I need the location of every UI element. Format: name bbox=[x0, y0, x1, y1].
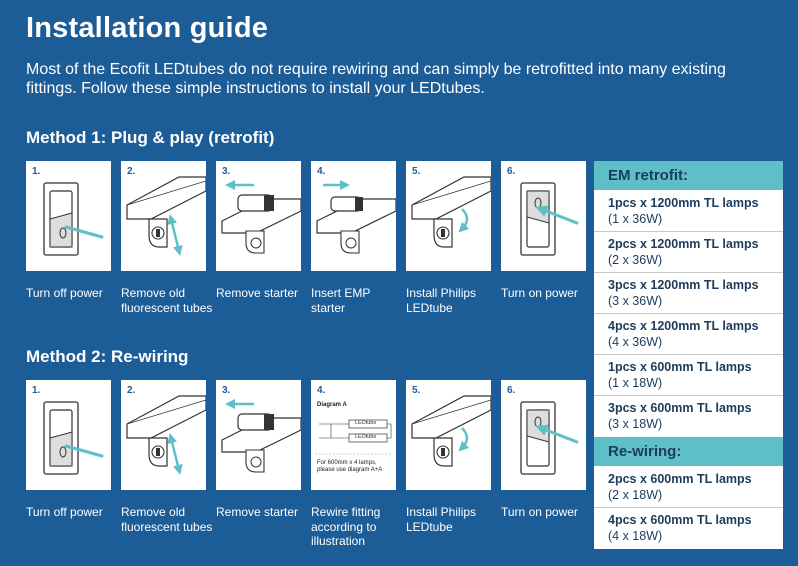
em-item-name: 4pcs x 1200mm TL lamps bbox=[608, 319, 759, 333]
method1-step6-caption: Turn on power bbox=[501, 286, 578, 300]
step-number: 6. bbox=[507, 166, 516, 177]
step-number: 3. bbox=[222, 166, 231, 177]
remove-tube-icon bbox=[121, 161, 206, 271]
method2-title: Method 2: Re-wiring bbox=[26, 347, 189, 366]
em-item-name: 3pcs x 1200mm TL lamps bbox=[608, 278, 759, 292]
method2-step1-caption: Turn off power bbox=[26, 505, 103, 519]
method2-step4-caption: Rewire fitting according to illustration bbox=[311, 505, 381, 548]
step-number: 6. bbox=[507, 385, 516, 396]
step-number: 1. bbox=[32, 385, 41, 396]
lamp-compatibility-panel bbox=[594, 161, 783, 549]
em-item-watt: (2 x 36W) bbox=[608, 253, 663, 267]
power-switch-on-icon bbox=[501, 380, 586, 490]
method1-step5-caption: Install Philips LEDtube bbox=[406, 286, 477, 315]
install-tube-icon bbox=[406, 380, 491, 490]
em-item bbox=[594, 314, 783, 355]
rewire-item-watt: (4 x 18W) bbox=[608, 529, 663, 543]
rewire-item-name: 4pcs x 600mm TL lamps bbox=[608, 513, 752, 527]
step-number: 5. bbox=[412, 166, 421, 177]
remove-tube-icon bbox=[121, 380, 206, 490]
method1-step1-caption: Turn off power bbox=[26, 286, 103, 300]
method2-step2-card bbox=[121, 380, 206, 490]
em-item bbox=[594, 191, 783, 232]
rewire-item-name: 2pcs x 600mm TL lamps bbox=[608, 472, 752, 486]
diagram-tube-label-1: LEDtube bbox=[355, 420, 377, 426]
remove-starter-icon bbox=[216, 380, 301, 490]
em-item bbox=[594, 232, 783, 273]
em-item-watt: (3 x 18W) bbox=[608, 417, 663, 431]
em-item bbox=[594, 355, 783, 396]
method1-step4-card bbox=[311, 161, 396, 271]
em-item bbox=[594, 273, 783, 314]
step-number: 2. bbox=[127, 385, 136, 396]
em-item-name: 1pcs x 1200mm TL lamps bbox=[608, 196, 759, 210]
method2-step3-card bbox=[216, 380, 301, 490]
page-title: Installation guide bbox=[26, 12, 269, 44]
method2-step3-caption: Remove starter bbox=[216, 505, 299, 519]
insert-starter-icon bbox=[311, 161, 396, 271]
intro-text: Most of the Ecofit LEDtubes do not require rewiring and can simply be retrofitted into many existing fittings. Follow these simple instructions to install your LEDtubes. bbox=[26, 61, 726, 97]
method1-title: Method 1: Plug & play (retrofit) bbox=[26, 128, 275, 147]
rewire-item-watt: (2 x 18W) bbox=[608, 488, 663, 502]
em-item-name: 2pcs x 1200mm TL lamps bbox=[608, 237, 759, 251]
step-number: 4. bbox=[317, 385, 326, 396]
em-item-watt: (1 x 18W) bbox=[608, 376, 663, 390]
rewire-item bbox=[594, 467, 783, 508]
method1-step5-card bbox=[406, 161, 491, 271]
method2-step2-caption: Remove old fluorescent tubes bbox=[121, 505, 213, 534]
step-number: 4. bbox=[317, 166, 326, 177]
method1-step1-card bbox=[26, 161, 111, 271]
diagram-title: Diagram A bbox=[317, 402, 347, 408]
power-switch-off-icon bbox=[26, 161, 111, 271]
em-item-name: 1pcs x 600mm TL lamps bbox=[608, 360, 752, 374]
method2-step6-caption: Turn on power bbox=[501, 505, 578, 519]
rewiring-heading: Re-wiring: bbox=[594, 437, 783, 467]
method1-step2-caption: Remove old fluorescent tubes bbox=[121, 286, 213, 315]
method2-step5-caption: Install Philips LEDtube bbox=[406, 505, 477, 534]
method2-step1-card bbox=[26, 380, 111, 490]
method1-step6-card bbox=[501, 161, 586, 271]
diagram-tube-label-2: LEDtube bbox=[355, 434, 377, 440]
em-item bbox=[594, 396, 783, 437]
diagram-note: For 600mm x 4 lamps, please use diagram A+A bbox=[317, 460, 383, 473]
power-switch-on-icon bbox=[501, 161, 586, 271]
method2-step6-card bbox=[501, 380, 586, 490]
method2-step4-card bbox=[311, 380, 396, 490]
rewire-item bbox=[594, 508, 783, 549]
power-switch-off-icon bbox=[26, 380, 111, 490]
remove-starter-icon bbox=[216, 161, 301, 271]
step-number: 2. bbox=[127, 166, 136, 177]
method1-step2-card bbox=[121, 161, 206, 271]
method2-step5-card bbox=[406, 380, 491, 490]
em-item-name: 3pcs x 600mm TL lamps bbox=[608, 401, 752, 415]
em-item-watt: (3 x 36W) bbox=[608, 294, 663, 308]
method1-step4-caption: Insert EMP starter bbox=[311, 286, 371, 315]
step-number: 3. bbox=[222, 385, 231, 396]
step-number: 1. bbox=[32, 166, 41, 177]
step-number: 5. bbox=[412, 385, 421, 396]
em-retrofit-heading: EM retrofit: bbox=[594, 161, 783, 191]
em-item-watt: (1 x 36W) bbox=[608, 212, 663, 226]
install-tube-icon bbox=[406, 161, 491, 271]
em-item-watt: (4 x 36W) bbox=[608, 335, 663, 349]
method1-step3-card bbox=[216, 161, 301, 271]
method1-step3-caption: Remove starter bbox=[216, 286, 299, 300]
